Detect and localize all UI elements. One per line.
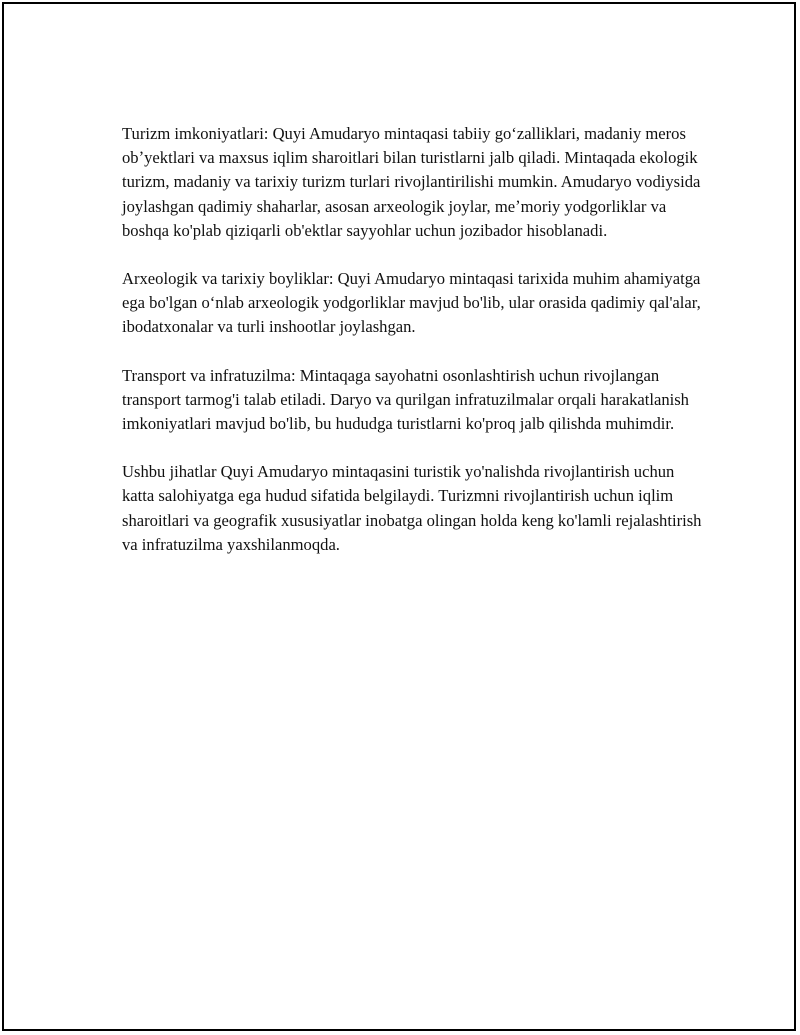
paragraph-conclusion: Ushbu jihatlar Quyi Amudaryo mintaqasini turistik yo'nalishda rivojlantirish uchun katta salohiyatga ega hudud sifatida belgilaydi. Turizmni rivojlantirish uchun iqlim sharoitlari va geografik xususiyatlar inobatga olingan holda keng ko'lamli rejalashtirish va infratuzilma yaxshilanmoqda. xyxy=(122,462,702,554)
paragraph-archaeological-heritage: Arxeologik va tarixiy boyliklar: Quyi Amudaryo mintaqasi tarixida muhim ahamiyatga ega bo'lgan oʻnlab arxeologik yodgorliklar mavjud bo'lib, ular orasida qadimiy qal'alar, ibodatxonalar va turli inshootlar joylashgan. xyxy=(122,269,701,337)
paragraph-transport-infrastructure: Transport va infratuzilma: Mintaqaga sayohatni osonlashtirish uchun rivojlangan transport tarmog'i talab etiladi. Daryo va qurilgan infratuzilmalar orqali harakatlanish imkoniyatlari mavjud bo'lib, bu hududga turistlarni ko'proq jalb qilishda muhimdir. xyxy=(122,365,689,434)
document-body xyxy=(122,122,702,581)
page-border xyxy=(2,2,796,1031)
paragraph-tourism-opportunities: Turizm imkoniyatlari: Quyi Amudaryo mintaqasi tabiiy goʻzalliklari, madaniy meros obʼyektlari va maxsus iqlim sharoitlari bilan turistlarni jalb qiladi. Mintaqada ekologik turizm, madaniy va tarixiy turizm turlari rivojlantirilishi mumkin. Amudaryo vodiysida joylashgan qadimiy shaharlar, asosan arxeologik joylar, meʼmoriy yodgorliklar va boshqa ko'plab qiziqarli ob'ektlar sayyohlar uchun jozibador hisoblanadi. xyxy=(122,124,701,240)
